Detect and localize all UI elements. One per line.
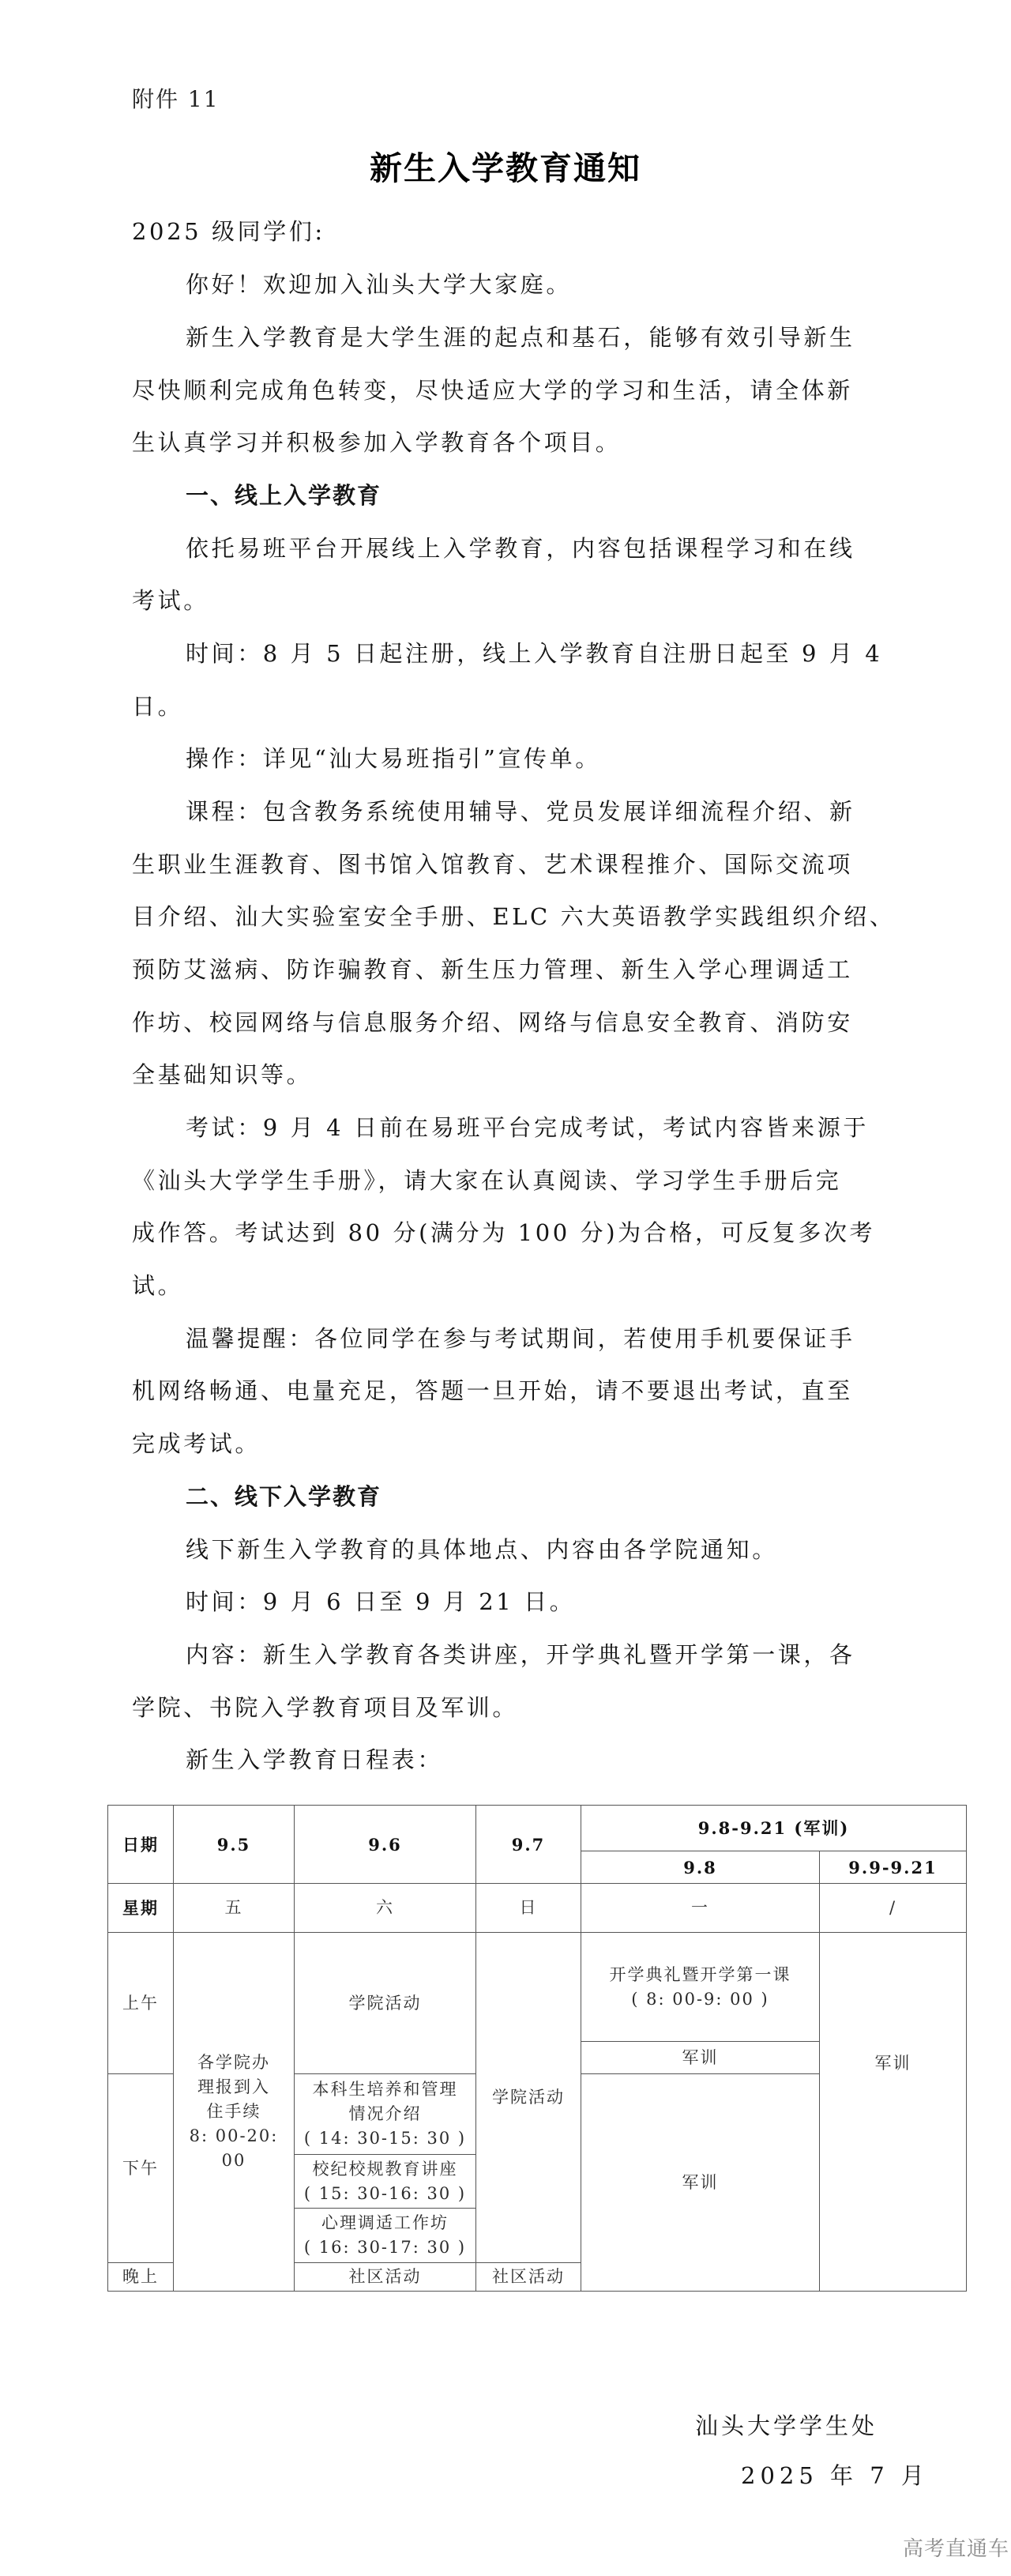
weekday-9-9-to-9-21: / — [820, 1884, 967, 1933]
paragraph-line: 内容：新生入学教育各类讲座，开学典礼暨开学第一课，各 — [186, 1641, 855, 1668]
cell-line: 本科生培养和管理 — [312, 2080, 458, 2099]
paragraph-line: 目介绍、汕大实验室安全手册、ELC 六大英语教学实践组织介绍、 — [132, 903, 896, 930]
cell-9-9-to-9-21-training: 军训 — [820, 1933, 967, 2292]
row-label-afternoon: 下午 — [108, 2074, 174, 2263]
paragraph-line: 试。 — [132, 1272, 184, 1299]
paragraph-line: 作坊、校园网络与信息服务介绍、网络与信息安全教育、消防安 — [132, 1009, 853, 1036]
row-label-evening: 晚上 — [108, 2263, 174, 2292]
cell-9-6-pm-training-intro — [295, 2074, 476, 2155]
date-9-9-to-9-21: 9.9-9.21 — [820, 1851, 967, 1884]
cell-9-8-afternoon-training: 军训 — [581, 2074, 820, 2292]
paragraph-line: 生职业生涯教育、图书馆入馆教育、艺术课程推介、国际交流项 — [132, 851, 853, 878]
cell-line: ( 16: 30-17: 30 ) — [303, 2238, 467, 2257]
cell-9-6-pm-psych-workshop — [295, 2209, 476, 2263]
weekday-9-6: 六 — [295, 1884, 476, 1933]
paragraph-line: 新生入学教育是大学生涯的起点和基石，能够有效引导新生 — [186, 324, 855, 351]
cell-line: 住手续 — [206, 2102, 261, 2121]
cell-9-6-pm-discipline-lecture — [295, 2155, 476, 2209]
paragraph-line: 尽快顺利完成角色转变，尽快适应大学的学习和生活，请全体新 — [132, 377, 853, 404]
cell-line: 理报到入 — [197, 2077, 270, 2096]
cell-9-8-ceremony — [581, 1933, 820, 2042]
paragraph-line: 课程：包含教务系统使用辅导、党员发展详细流程介绍、新 — [186, 798, 855, 825]
paragraph-line: 依托易班平台开展线上入学教育，内容包括课程学习和在线 — [186, 535, 855, 562]
salutation: 2025 级同学们: — [132, 218, 325, 245]
paragraph-line: 全基础知识等。 — [132, 1061, 313, 1088]
cell-9-7-day: 学院活动 — [476, 1933, 581, 2263]
paragraph-line: 生认真学习并积极参加入学教育各个项目。 — [132, 429, 622, 456]
issue-date: 2025 年 7 月 — [741, 2462, 929, 2489]
paragraph-line: 线下新生入学教育的具体地点、内容由各学院通知。 — [186, 1536, 778, 1563]
paragraph-line: 考试。 — [132, 587, 209, 614]
date-training-span: 9.8-9.21 (军训) — [581, 1806, 967, 1851]
schedule-table — [107, 1805, 967, 2292]
paragraph-line: 温馨提醒：各位同学在参与考试期间，若使用手机要保证手 — [186, 1325, 855, 1352]
cell-line: ( 15: 30-16: 30 ) — [303, 2183, 467, 2203]
section-heading-online: 一、线上入学教育 — [186, 482, 382, 509]
row-label-weekday: 星期 — [108, 1884, 174, 1933]
section-heading-offline: 二、线下入学教育 — [186, 1483, 382, 1510]
paragraph-line: 《汕头大学学生手册》，请大家在认真阅读、学习学生手册后完 — [132, 1167, 842, 1194]
date-9-7: 9.7 — [476, 1806, 581, 1884]
cell-line: 校纪校规教育讲座 — [312, 2159, 458, 2179]
cell-9-5-registration — [174, 1933, 295, 2292]
cell-line: 各学院办 — [197, 2053, 270, 2072]
cell-9-8-morning-training: 军训 — [581, 2042, 820, 2074]
page-title: 新生入学教育通知 — [370, 149, 641, 187]
attachment-label: 附件 11 — [132, 86, 220, 112]
date-9-6: 9.6 — [295, 1806, 476, 1884]
cell-line: ( 14: 30-15: 30 ) — [303, 2129, 467, 2148]
row-label-date: 日期 — [108, 1806, 174, 1884]
paragraph-line: 完成考试。 — [132, 1430, 261, 1457]
cell-line: 开学典礼暨开学第一课 — [609, 1964, 791, 1984]
cell-line: 情况介绍 — [348, 2104, 422, 2123]
paragraph-line: 考试：9 月 4 日前在易班平台完成考试，考试内容皆来源于 — [186, 1114, 869, 1141]
weekday-9-7: 日 — [476, 1884, 581, 1933]
issuer-signature: 汕头大学学生处 — [695, 2412, 878, 2439]
cell-line: ( 8: 00-9: 00 ) — [631, 1989, 769, 2009]
paragraph-line: 预防艾滋病、防诈骗教育、新生压力管理、新生入学心理调适工 — [132, 956, 853, 983]
paragraph-line: 时间：8 月 5 日起注册，线上入学教育自注册日起至 9 月 4 — [186, 640, 883, 667]
paragraph-line: 学院、书院入学教育项目及军训。 — [132, 1694, 519, 1721]
weekday-9-8: 一 — [581, 1884, 820, 1933]
paragraph-line: 新生入学教育日程表： — [186, 1746, 444, 1773]
paragraph-line: 成作答。考试达到 80 分(满分为 100 分)为合格，可反复多次考 — [132, 1219, 876, 1246]
cell-line: 8: 00-20: 00 — [189, 2126, 279, 2170]
cell-9-6-morning: 学院活动 — [295, 1933, 476, 2074]
cell-9-7-evening: 社区活动 — [476, 2263, 581, 2292]
paragraph-line: 日。 — [132, 693, 184, 720]
paragraph-line: 时间：9 月 6 日至 9 月 21 日。 — [186, 1588, 576, 1615]
date-9-5: 9.5 — [174, 1806, 295, 1884]
row-label-morning: 上午 — [108, 1933, 174, 2074]
date-9-8: 9.8 — [581, 1851, 820, 1884]
watermark: 高考直通车 — [903, 2537, 1010, 2561]
weekday-9-5: 五 — [174, 1884, 295, 1933]
paragraph-line: 操作：详见“汕大易班指引”宣传单。 — [186, 745, 601, 772]
paragraph-line: 你好！欢迎加入汕头大学大家庭。 — [186, 271, 573, 298]
cell-9-6-evening: 社区活动 — [295, 2263, 476, 2292]
paragraph-line: 机网络畅通、电量充足，答题一旦开始，请不要退出考试，直至 — [132, 1377, 853, 1404]
cell-line: 心理调适工作坊 — [321, 2213, 449, 2232]
